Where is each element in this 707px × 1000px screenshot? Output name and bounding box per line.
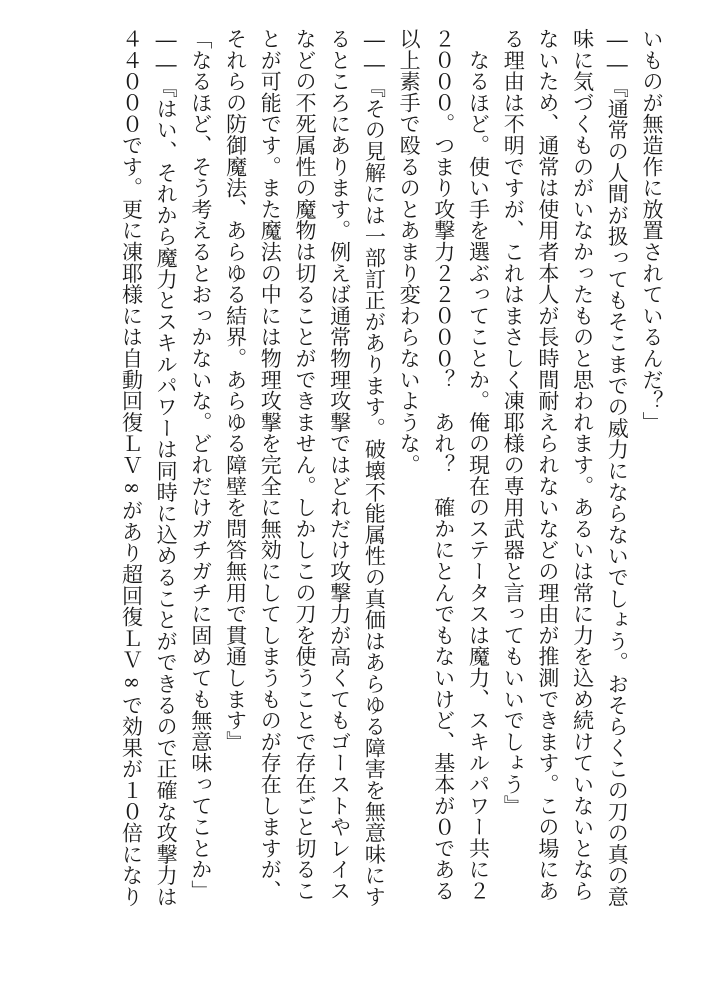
text-line: ――『その見解には一部訂正があります。破壊不能属性の真価はあらゆる障害を無意味にす [362,28,387,908]
text-line: ないため、通常は使用者本人が長時間耐えられないなどの理由が推測できます。この場にあ [535,28,560,902]
text-line: それらの防御魔法、あらゆる結界。あらゆる障壁を問答無用で貫通します』 [223,28,248,753]
text-line: 「なるほど、そう考えるとおっかないな。どれだけガチガチに固めても無意味ってことか」 [188,28,213,902]
text-line: ４４０００です。更に凍耶様には自動回復ＬＶ∞があり超回復ＬＶ∞で効果が１０倍になり [119,28,144,908]
text-line: ――『はい、それから魔力とスキルパワーは同時に込めることができるので正確な攻撃力は [154,28,179,908]
text-line: とが可能です。また魔法の中には物理攻撃を完全に無効にしてしまうものが存在しますが、 [258,28,283,902]
text-line: 味に気づくものがいなかったものと思われます。あるいは常に力を込め続けていないとなら [570,28,595,902]
text-line: 以上素手で殴るのとあまり変わらないような。 [397,28,422,476]
text-line: などの不死属性の魔物は切ることができません。しかしこの刀を使うことで存在ごと切るこ [292,28,317,902]
text-line: る理由は不明ですが、これはまさしく凍耶様の専用武器と言ってもいいでしょう』 [501,28,526,817]
text-line: るところにあります。例えば通常物理攻撃ではどれだけ攻撃力が高くてもゴーストやレイス [327,28,352,902]
text-line: いものが無造作に放置されているんだ？」 [640,28,664,433]
text-line: ――『通常の人間が扱ってもそこまでの威力にならないでしょう。おそらくこの刀の真の意 [605,28,630,908]
text-line: なるほど。使い手を選ぶってことか。俺の現在のステータスは魔力、スキルパワー共に２ [466,28,491,902]
vertical-text-body [29,28,669,978]
text-line: ２０００。つまり攻撃力２２０００？ あれ？ 確かにとんでもないけど、基本が０である [431,28,456,902]
